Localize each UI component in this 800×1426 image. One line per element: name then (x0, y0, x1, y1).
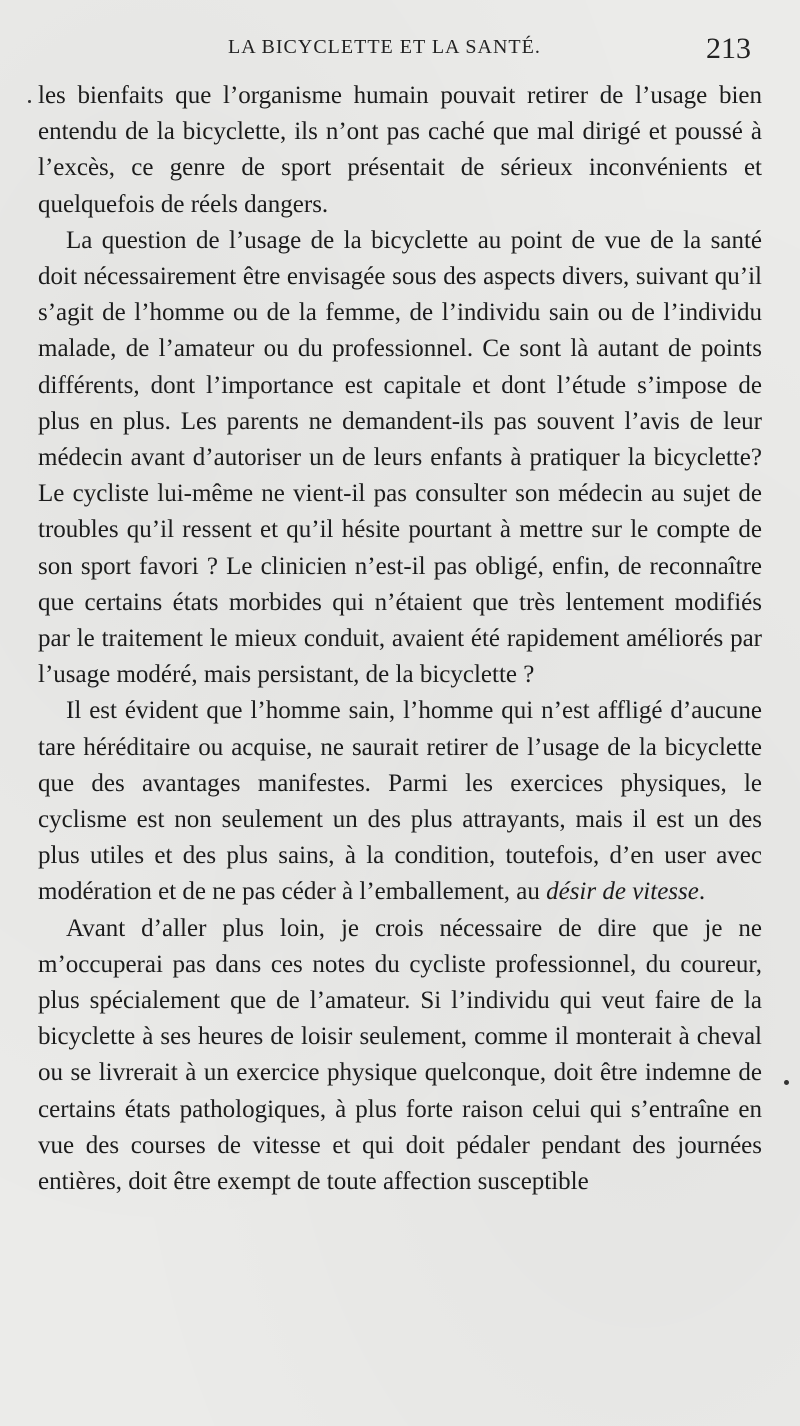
page-number: 213 (706, 32, 751, 65)
italic-phrase: désir de vitesse (546, 878, 699, 906)
paragraph-3-end: . (698, 878, 706, 906)
page-header (0, 30, 800, 70)
margin-speck (28, 100, 31, 103)
paragraph-1: les bienfaits que l’organisme humain pouvait retirer de l’usage bien entendu de la bicyclette, ils n’ont pas caché que mal dirigé et poussé à l’excès, ce genre de sport présentait de sérieux inconvénients et quelquefois de réels dangers. (38, 82, 762, 218)
paragraph-3 (38, 693, 762, 910)
running-title: LA BICYCLETTE ET LA SANTÉ. (228, 36, 541, 58)
paragraph-2: La question de l’usage de la bicyclette au point de vue de la santé doit nécessairement être envisagée sous des aspects divers, suivant qu’il s’agit de l’homme ou de la femme, de l’individu sain ou de l’individu malade, de l’amateur ou du professionnel. Ce sont là autant de points différents, dont l’importance est capitale et dont l’étude s’impose de plus en plus. Les parents ne demandent-ils pas souvent l’avis de leur médecin avant d’autoriser un de leurs enfants à pratiquer la bicyclette? Le cycliste lui-même ne vient-il pas consulter son médecin au sujet de troubles qu’il ressent et qu’il hésite pourtant à mettre sur le compte de son sport favori ? Le clinicien n’est-il pas obligé, enfin, de reconnaître que certains états morbides qui n’étaient que très lentement modifiés par le traitement le mieux conduit, avaient été rapidement améliorés par l’usage modéré, mais persistant, de la bicyclette ? (38, 226, 762, 689)
paragraph-4: Avant d’aller plus loin, je crois nécessaire de dire que je ne m’occuperai pas dans ces notes du cycliste professionnel, du coureur, plus spécialement que de l’amateur. Si l’individu qui veut faire de la bicyclette à ses heures de loisir seulement, comme il monterait à cheval ou se livrerait à un exercice physique quelconque, doit être indemne de certains états pathologiques, à plus forte raison celui qui s’entraîne en vue des courses de vitesse et qui doit pédaler pendant des journées entières, doit être exempt de toute affection susceptible (38, 914, 762, 1196)
paragraph-3-text: Il est évident que l’homme sain, l’homme qui n’est affligé d’aucune tare héréditaire ou acquise, ne saurait retirer de l’usage de la bicyclette que des avantages manifestes. Parmi les exercices physiques, le cyclisme est non seulement un des plus attrayants, mais il est un des plus utiles et des plus sains, à la condition, toutefois, d’en user avec modération et de ne pas céder à l’emballement, au (38, 697, 762, 906)
margin-speck (784, 1080, 789, 1085)
body-text (38, 78, 762, 1200)
